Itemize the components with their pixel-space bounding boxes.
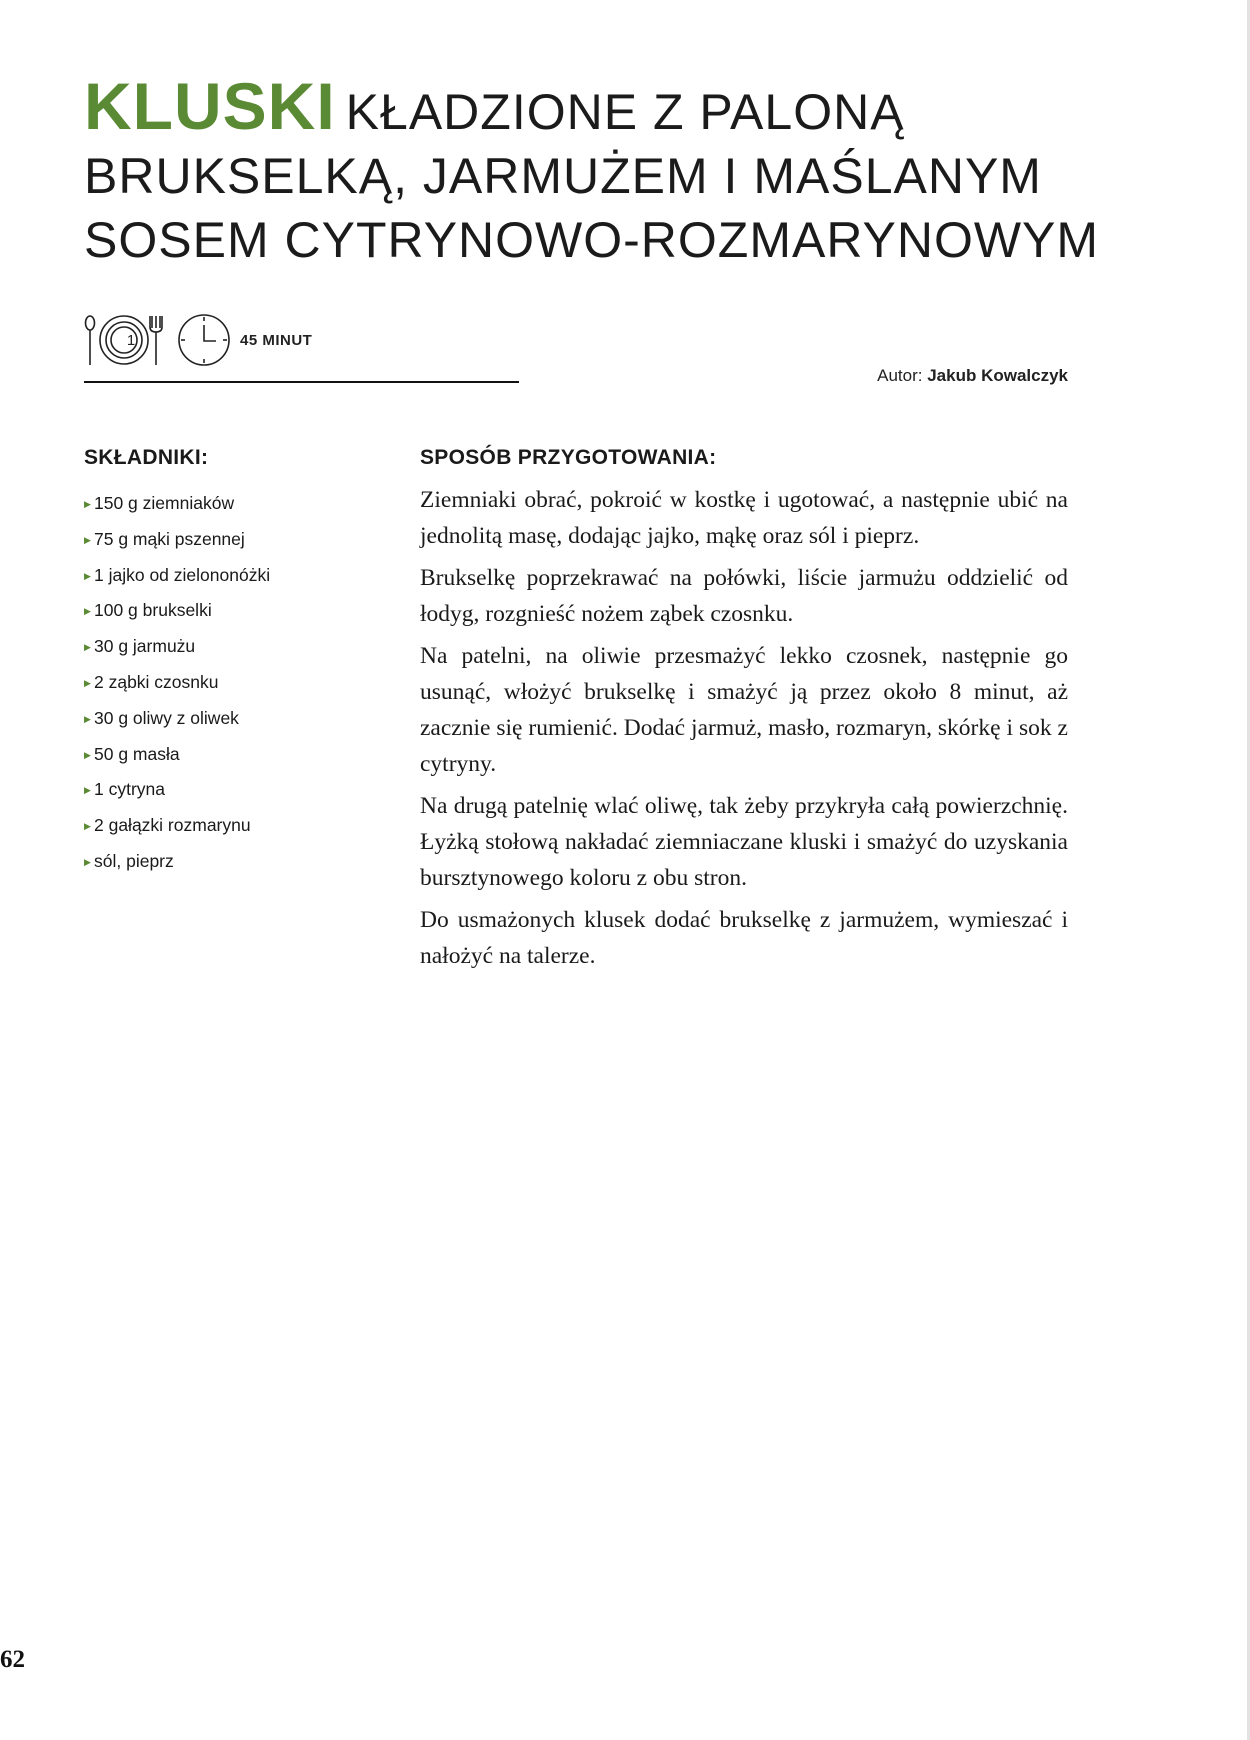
ingredient-item: ▶ 1 cytryna: [84, 775, 270, 811]
ingredients-heading: SKŁADNIKI:: [84, 446, 209, 469]
ingredients-list: [84, 489, 270, 883]
ingredient-item: ▶ 50 g masła: [84, 740, 270, 776]
bullet-arrow-icon: ▶: [84, 785, 91, 796]
recipe-title: [84, 69, 1100, 272]
page-number: 62: [0, 1646, 25, 1673]
bullet-arrow-icon: ▶: [84, 677, 91, 688]
author-name: Jakub Kowalczyk: [927, 366, 1068, 385]
preparation-steps: [420, 482, 1068, 980]
title-keyword: KLUSKI: [84, 69, 336, 143]
bullet-arrow-icon: ▶: [84, 534, 91, 545]
ingredient-item: ▶ 2 gałązki rozmarynu: [84, 811, 270, 847]
author-credit: [877, 366, 1068, 386]
header-divider: [84, 381, 519, 383]
servings-count: 1: [126, 332, 136, 349]
preparation-paragraph: Brukselkę poprzekrawać na połówki, liście jarmużu oddzielić od łodyg, rozgnieść nożem ząbek czosnku.: [420, 565, 1068, 627]
title-line-1-rest: KŁADZIONE Z PALONĄ: [345, 84, 905, 140]
preparation-paragraph: Na patelni, na oliwie przesmażyć lekko czosnek, następnie go usunąć, włożyć brukselkę i smażyć ją przez około 8 minut, aż zacznie się rumienić. Dodać jarmuż, masło, rozmaryn, skórkę i sok z cytryny.: [420, 643, 1068, 777]
bullet-arrow-icon: ▶: [84, 821, 91, 832]
preparation-paragraph: Do usmażonych klusek dodać brukselkę z jarmużem, wymieszać i nałożyć na talerze.: [420, 907, 1068, 969]
preparation-paragraph: Ziemniaki obrać, pokroić w kostkę i ugotować, a następnie ubić na jednolitą masę, dodając jajko, mąkę oraz sól i pieprz.: [420, 487, 1068, 549]
recipe-meta: [84, 312, 312, 368]
author-label: Autor:: [877, 366, 923, 385]
bullet-arrow-icon: ▶: [84, 570, 91, 581]
servings: [84, 313, 164, 367]
preparation-paragraph: Na drugą patelnię wlać oliwę, tak żeby przykryła całą powierzchnię. Łyżką stołową nakładać ziemniaczane kluski i smażyć do uzyskania bursztynowego koloru z obu stron.: [420, 793, 1068, 891]
title-line-2: BRUKSELKĄ, JARMUŻEM I MAŚLANYM: [84, 148, 1042, 204]
ingredient-item: ▶ 75 g mąki pszennej: [84, 525, 270, 561]
cooking-time: 45 MINUT: [240, 331, 313, 349]
ingredient-item: ▶ 1 jajko od zielononóżki: [84, 561, 270, 597]
bullet-arrow-icon: ▶: [84, 856, 91, 867]
ingredient-item: ▶ 150 g ziemniaków: [84, 489, 270, 525]
preparation-heading: SPOSÓB PRZYGOTOWANIA:: [420, 446, 717, 469]
bullet-arrow-icon: ▶: [84, 606, 91, 617]
ingredient-item: ▶ 100 g brukselki: [84, 596, 270, 632]
bullet-arrow-icon: ▶: [84, 642, 91, 653]
ingredient-item: ▶ 30 g oliwy z oliwek: [84, 704, 270, 740]
title-line-1: [84, 69, 1099, 144]
bullet-arrow-icon: ▶: [84, 713, 91, 724]
bullet-arrow-icon: ▶: [84, 749, 91, 760]
bullet-arrow-icon: ▶: [84, 499, 91, 509]
ingredient-item: ▶ 30 g jarmużu: [84, 632, 270, 668]
clock-icon: [176, 312, 232, 368]
ingredient-item: ▶ sól, pieprz: [84, 847, 270, 883]
title-line-3: SOSEM CYTRYNOWO-ROZMARYNOWYM: [84, 212, 1100, 268]
ingredient-item: ▶ 2 ząbki czosnku: [84, 668, 270, 704]
